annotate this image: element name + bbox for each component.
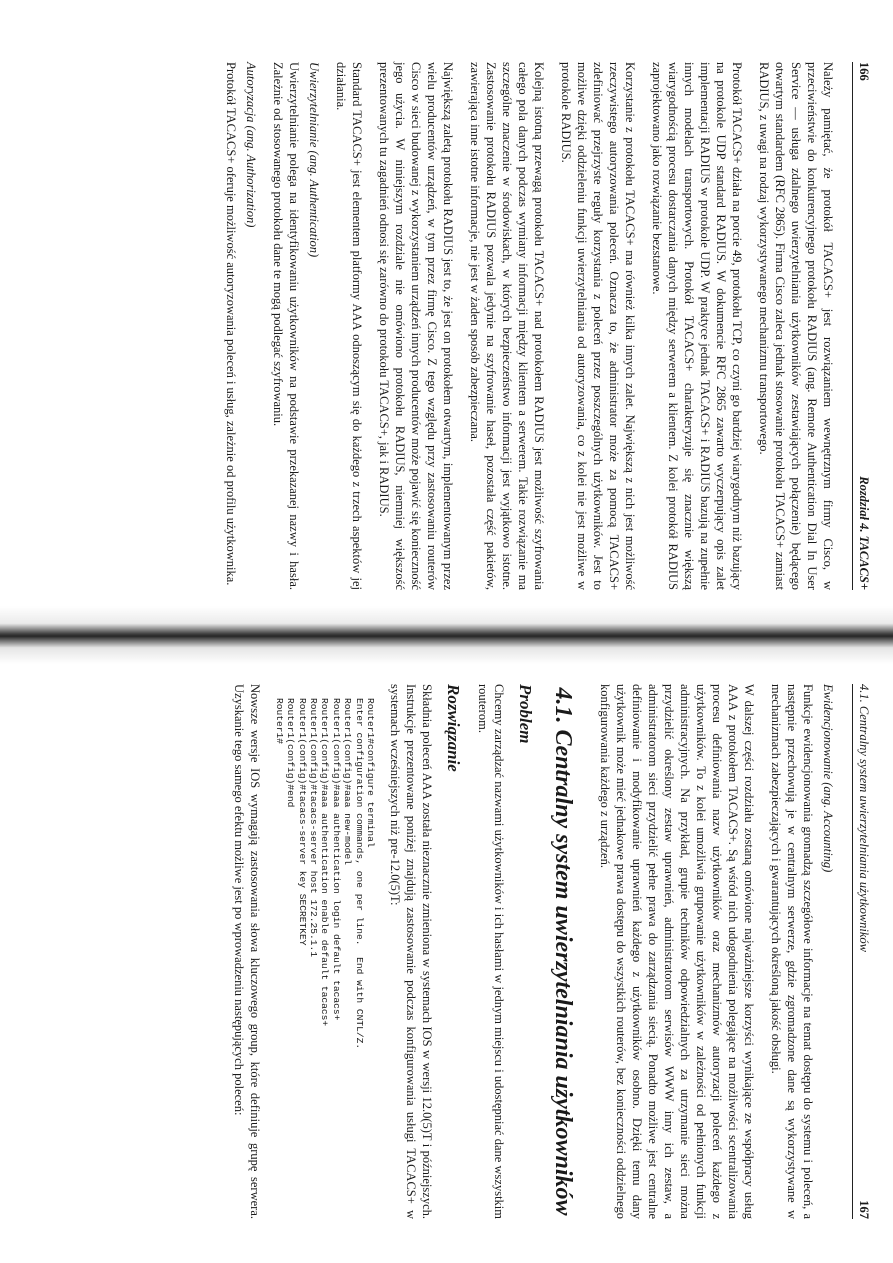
subheading-accounting: Ewidencjonowanie (ang. Accounting) [821,684,835,873]
chapter-header-left: Rozdział 4. TACACS+ [857,476,871,590]
subheading-authorization: Autoryzacja (ang. Authorization) [244,62,258,228]
paragraph: Uwierzytelnianie polega na identyfikowaniu użytkowników na podstawie przekazanej nazwy i hasła. Zależnie od stosowanego protokołu dane te mogą podlegać szyfrowaniu. [271,62,301,590]
paragraph: Protokół TACACS+ działa na porcie 49, protokołu TCP, co czyni go bardziej wiarygodnym niż bazujący na protokole UDP standard RADIUS. W dokumencie RFC 2865 zawarto wyczerpujący opis zalet implementacji RADIUS w protokole UDP. W praktyce jednak TACACS+ i RADIUS bazują na zupełnie innych modelach transportowych. Protokół TACACS+ charakteryzuje się znacznie większą wiarygodnością procesu dostarczania danych między serwerem a klientem. Z kolei protokół RADIUS zaprojektowano jako rozwiązanie bezstanowe. [650,62,744,590]
right-running-head [852,684,871,1219]
paragraph: Standard TACACS+ jest elementem platformy AAA odnoszącym się do każdego z trzech aspektów jej działania. [334,62,364,590]
solution-text: Składnia poleceń AAA została nieznacznie zmieniona w systemach IOS w wersji 12.0(5)T i późniejszych. Instrukcje prezentowane poniżej znajdują zastosowanie podczas konfigurowania usługi TACACS+ w systemach wcześniejszych niż pre-12.0(5)T: [388,684,434,1219]
paragraph: Należy pamiętać, że protokół TACACS+ jest rozwiązaniem wewnętrznym firmy Cisco, w przeciwieństwie do konkurencyjnego protokołu RADIUS (ang. Remote Authentication Dial In User Service — usługa zdalnego uwierzytelniania użytkowników zestawiających połączenie) będącego otwartym standardem (RFC 2865). Firma Cisco zaleca jednak stosowanie protokołu TACACS+ zamiast RADIUS, z uwagi na rodzaj wykorzystywanego mechanizmu transportowego. [757,62,835,590]
paragraph: Kolejną istotną przewagą protokołu TACACS+ nad protokołem RADIUS jest możliwość szyfrowania całego pola danych podczas wymiany informacji między klientem a serwerem. Takie rozwiązanie ma szczególne znaczenie w środowiskach, w których bezpieczeństwo informacji jest wyjątkowo istotne. Zastosowanie protokołu RADIUS pozwala jedynie na szyfrowanie haseł, pozostała część pakietów, zawierająca inne istotne informacje, nie jest w żaden sposób zabezpieczana. [468,62,546,590]
paragraph: Protokół TACACS+ oferuje możliwość autoryzowania poleceń i usług, zależnie od profilu użytkownika. [224,62,238,586]
code-line: Router1# [273,698,285,745]
code-line: Router1(config)#end [285,698,297,808]
paragraph: Funkcje ewidencjonowania gromadzą szczegółowe informacje na temat dostępu do systemu i poleceń, a następnie przechowują je w centralnym serwerze, gdzie zgromadzone dane są wykorzystywane w mechanizmach zabezpieczających i gwarantujących określoną jakość obsługi. [769,684,815,1219]
section-title: 4.1. Centralny system uwierzytelniania użytkowników [550,687,576,1216]
paragraph: W dalszej części rozdziału zostaną omówione najważniejsze korzyści wynikające ze współpracy usług AAA z protokołem TACACS+. Są wśród nich udogodnienia polegające na możliwości scentralizowania procesu definiowania nazw użytkowników oraz mechanizmów autoryzacji poleceń każdego z użytkowników. To z kolei umożliwia grupowanie użytkowników w zależności od pełnionych funkcji administracyjnych. Na przykład, grupie techników odpowiedzialnych za utrzymanie sieci można przydzielić określony zestaw uprawnień, administratorom serwisów WWW inny ich zestaw, a administratorom sieci przydzielić pełne prawa do zarządzania siecią. Ponadto możliwe jest centralne definiowanie i modyfikowanie uprawnień każdego z użytkowników osobno. Dzięki temu dany użytkownik może mieć jednakowe prawa dostępu do wszystkich routerów, bez konieczności oddzielnego konfigurowania każdego z urządzeń. [598,684,756,1219]
code-line: Router1(config)#aaa new-model [342,698,354,865]
page-number-left: 166 [857,62,871,81]
chapter-header-right: 4.1. Centralny system uwierzytelniania użytkowników [857,684,871,953]
code-line: Router1(config)#tacacs-server host 172.25.1.1 [307,698,319,958]
right-page [0,640,893,1263]
code-line: Router1(config)#aaa authentication login default tacacs+ [330,698,342,1021]
code-line: Router1(config)#aaa authentication enable default tacacs+ [319,698,331,1027]
closing-text: Nowsze wersje IOS wymagają zastosowania słowa kluczowego group, które definiuje grupę serwera. Uzyskanie tego samego efektu możliwe jest po wprowadzeniu następujących poleceń: [232,684,263,1219]
problem-text: Chcemy zarządzać nazwami użytkowników i ich hasłami w jednym miejscu i udostępniać dane wszystkim routerom. [476,684,506,1219]
paragraph: Największą zaletą protokołu RADIUS jest to, że jest on protokołem otwartym, implementowanym przez wielu producentów urządzeń, w tym przez firmę Cisco. Z tego względu przy zastosowaniu routerów Cisco w sieci budowanej z wykorzystaniem urządzeń innych producentów może pojawić się konieczność jego użycia. W niniejszym rozdziale nie omówiono protokołu RADIUS, niemniej większość prezentowanych tu zagadnień odnosi się zarówno do protokołu TACACS+, jak i RADIUS. [377,62,455,590]
code-listing [273,698,376,1219]
code-line: Router1(config)#tacacs-server key SECRETKEY [296,698,308,946]
code-line: Router1#configure terminal [365,698,376,848]
paragraph: Korzystanie z protokołu TACACS+ ma również kilka innych zalet. Największą z nich jest możliwość rzeczywistego autoryzowania poleceń. Oznacza to, że administrator może za pomocą TACACS+ zdefiniować przejrzyste reguły korzystania z poleceń przez poszczególnych użytkowników. Jest to możliwe dzięki oddzieleniu funkcji uwierzytelniania od autoryzowania, co z kolei nie jest możliwe w protokole RADIUS. [559,62,637,590]
page-number-right: 167 [857,1200,871,1219]
code-line: Enter configuration commands, one per line. End with CNTL/Z. [353,698,365,1050]
solution-heading: Rozwiązanie [444,684,463,772]
left-page [0,0,893,630]
subheading-authentication: Uwierzytelnianie (ang. Authentication) [307,62,321,258]
left-running-head [852,62,871,590]
problem-heading: Problem [516,684,535,744]
